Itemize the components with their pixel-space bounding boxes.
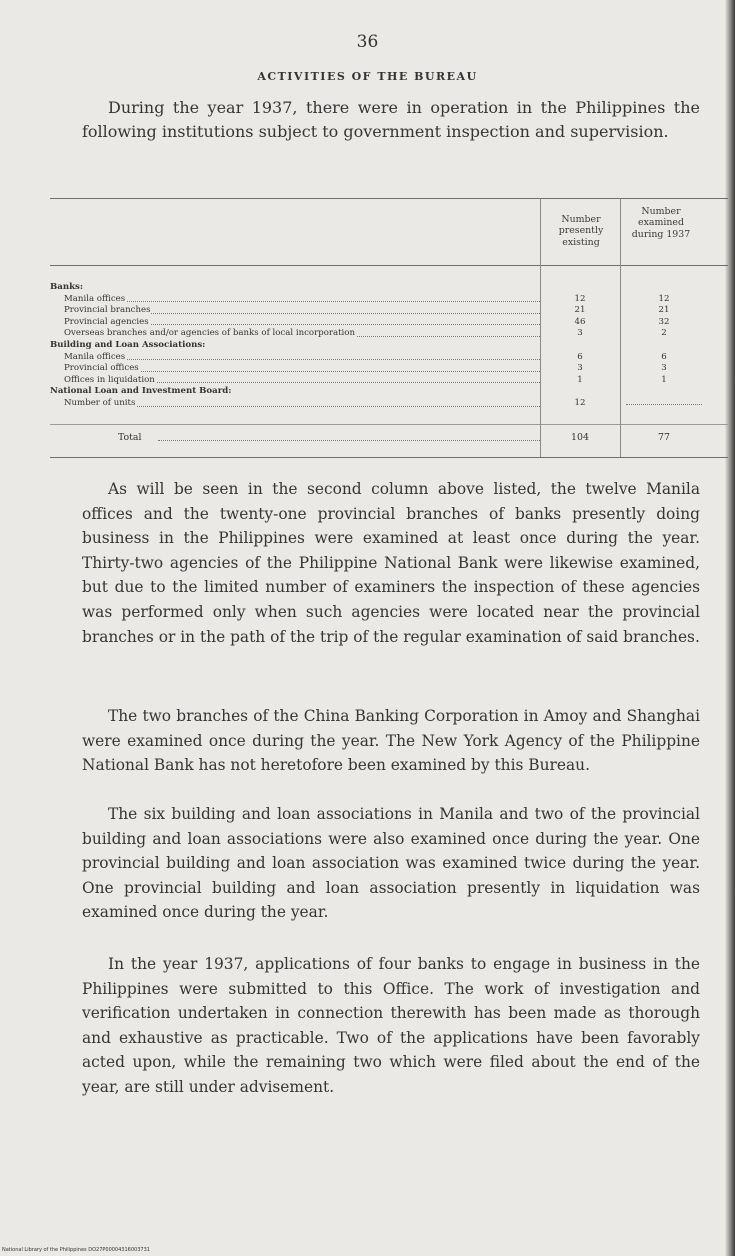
table-row	[50, 398, 540, 410]
total-row-label	[118, 432, 540, 444]
total-label-text: Total	[118, 432, 142, 443]
row-item-label: Provincial branches	[64, 305, 151, 316]
body-paragraph: As will be seen in the second column above listed, the twelve Manila offices and the twenty-one provincial branches of banks presently doing business in the Philippines were examined at least once during the year. Thirty-two agencies of the Philippine National Bank were likewise examined, but due to the limited number of examiners the inspection of these agencies was performed only when such agencies were located near the provincial branches or in the path of the trip of the regular examination of said branches.	[82, 480, 700, 646]
empty-cell-leader	[626, 398, 702, 405]
cell-examined: 12	[658, 293, 670, 304]
cell-examined: 32	[658, 316, 670, 327]
cell-examined: 2	[661, 328, 667, 339]
table-row	[50, 305, 540, 317]
body-paragraph: The six building and loan associations in Manila and two of the provincial building and loan associations were also examined once during the year. One provincial building and loan association was examined twice during the year. One provincial building and loan association presently in liquidation was examined once during the year.	[82, 805, 700, 922]
row-group-label: National Loan and Investment Board:	[50, 386, 232, 397]
cell-existing	[540, 282, 620, 294]
body-paragraph: The two branches of the China Banking Corporation in Amoy and Shanghai were examined once during the year. The New York Agency of the Philippine National Bank has not heretofore been examined by this Bureau.	[82, 707, 700, 775]
cell-existing: 3	[577, 328, 583, 339]
body-paragraph: In the year 1937, applications of four banks to engage in business in the Philippines were submitted to this Office. The work of investigation and verification undertaken in connection therewith has been made as thorough and exhaustive as practicable. Two of the applications have been favorably acted upon, while the remaining two which were filed about the end of the year, are still under advisement.	[82, 955, 700, 1096]
table-row	[50, 328, 540, 340]
table-header-rule	[50, 265, 728, 266]
row-item-label: Number of units	[64, 397, 136, 408]
institutions-table	[50, 198, 728, 460]
column-header-existing: Number presently existing	[558, 214, 604, 248]
cell-examined	[620, 282, 708, 294]
running-head: ACTIVITIES OF THE BUREAU	[257, 70, 478, 83]
table-row	[50, 386, 540, 398]
book-spine-shadow	[725, 0, 735, 1256]
cell-examined: 3	[661, 363, 667, 374]
cell-existing: 12	[574, 293, 586, 304]
table-bottom-rule	[50, 457, 728, 458]
table-row	[50, 317, 540, 329]
cell-existing: 21	[574, 305, 586, 316]
row-item-label: Provincial offices	[64, 363, 139, 374]
row-item-label: Manila offices	[64, 293, 126, 304]
cell-existing: 46	[574, 316, 586, 327]
row-group-label: Building and Loan Associations:	[50, 339, 206, 350]
cell-existing	[540, 386, 620, 398]
row-labels	[50, 282, 540, 410]
column-header-examined: Number examined during 1937	[631, 206, 691, 240]
cell-existing: 1	[577, 374, 583, 385]
table-total-rule	[50, 424, 728, 425]
row-item-label: Offices in liquidation	[64, 374, 155, 385]
column-examined-values	[620, 282, 708, 410]
table-row	[50, 340, 540, 352]
scan-footer: National Library of the Philippines DO27P00004316003731	[2, 1247, 150, 1253]
table-row	[50, 363, 540, 375]
column-existing-values	[540, 282, 620, 410]
row-item-label: Manila offices	[64, 351, 126, 362]
cell-examined	[620, 340, 708, 352]
row-group-label: Banks:	[50, 282, 84, 292]
cell-examined: 6	[661, 351, 667, 362]
cell-examined: 1	[661, 374, 667, 385]
cell-examined	[620, 386, 708, 398]
row-item-label: Overseas branches and/or agencies of banks of local incorporation	[64, 328, 356, 339]
cell-existing: 12	[574, 397, 586, 408]
total-examined: 77	[658, 432, 670, 443]
table-row	[50, 352, 540, 364]
cell-examined: 21	[658, 305, 670, 316]
table-top-rule	[50, 198, 728, 199]
cell-existing	[540, 340, 620, 352]
table-row	[50, 294, 540, 306]
intro-paragraph: During the year 1937, there were in operation in the Philippines the following institutions subject to government inspection and supervision.	[82, 98, 700, 141]
table-row	[50, 375, 540, 387]
row-item-label: Provincial agencies	[64, 316, 149, 327]
cell-existing: 3	[577, 363, 583, 374]
page-number: 36	[356, 32, 379, 52]
cell-examined	[620, 398, 708, 410]
table-row	[50, 282, 540, 294]
total-existing: 104	[571, 432, 589, 443]
cell-existing: 6	[577, 351, 583, 362]
